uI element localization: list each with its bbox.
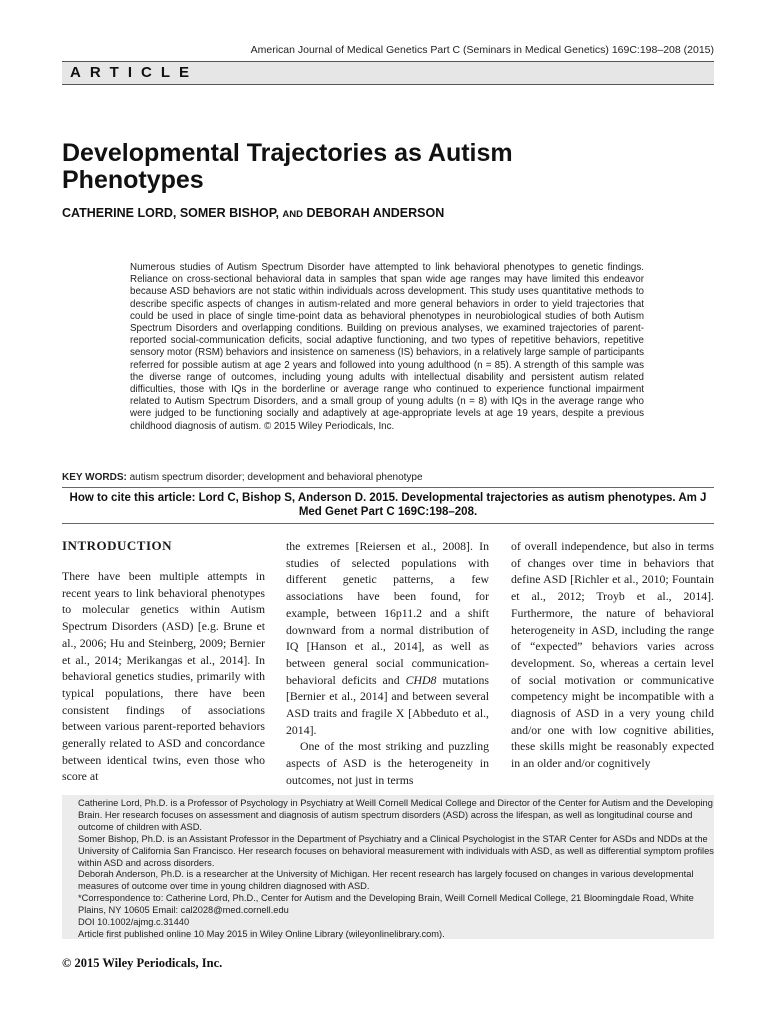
how-to-cite: How to cite this article: Lord C, Bishop S, Anderson D. 2015. Developmental trajectories as autism phenotypes. Am J Med Genet Part C 169C:198–208. bbox=[69, 492, 707, 518]
copyright-notice: © 2015 Wiley Periodicals, Inc. bbox=[62, 956, 223, 970]
article-type-banner bbox=[62, 61, 714, 85]
body-column-1 bbox=[62, 538, 265, 785]
article-type-label: ARTICLE bbox=[70, 64, 198, 81]
keywords-text: autism spectrum disorder; development and behavioral phenotype bbox=[129, 472, 423, 483]
abstract: Numerous studies of Autism Spectrum Disorder have attempted to link behavioral phenotypes to genetic findings. Reliance on cross-sectional behavioral data in samples that span wide age ranges may have limited this endeavor because ASD behaviors are not static within individuals across development. This study uses quantitative methods to describe specific aspects of changes in autism-related and more general behaviors in order to yield trajectories that could be used in place of single time-point data as behavioral phenotypes in neurobiological studies of both Autism Spectrum Disorders and overlapping conditions. Building on previous analyses, we examined trajectories of parent-reported social-communication deficits, social adaptive functioning, and two types of repetitive behaviors, repetitive sensory motor (RSM) behaviors and insistence on sameness (IS) behaviors, in a relatively large sample of participants referred for possible autism at age 2 years and followed into young adulthood (n = 85). A strength of this sample was the diverse range of outcomes, including young adults with intellectual disability and persistent autism related difficulties, those with IQs in the borderline or average range who continued to experience functional impairment related to Autism Spectrum Disorders, and a small group of young adults (n = 8) with IQs in the average range who were judged to be functioning socially and adaptively at age-appropriate levels at age 19 years, despite a previous childhood diagnosis of autism. © 2015 Wiley Periodicals, Inc. bbox=[130, 262, 644, 432]
body-column-2 bbox=[286, 538, 489, 789]
authors-last: DEBORAH ANDERSON bbox=[306, 206, 445, 220]
author-footnotes bbox=[62, 795, 714, 939]
gene-name: CHD8 bbox=[405, 672, 437, 687]
body-paragraph: There have been multiple attempts in recent years to link behavioral phenotypes to molecular genetics within Autism Spectrum Disorders (ASD) [e.g. Brune et al., 2006; Hu and Steinberg, 2009; Bernier et al., 2014; Merikangas et al., 2014]. In behavioral genetics studies, primarily with typical populations, there have been consistent findings of associations between various parent-reported behaviors generally related to ASD and concordance between identical twins, even those who score at bbox=[62, 569, 265, 784]
footnote-publication: Article first published online 10 May 2015 in Wiley Online Library (wileyonlinelibrary.com). bbox=[78, 928, 445, 939]
footnote-correspondence: *Correspondence to: Catherine Lord, Ph.D., Center for Autism and the Developing Brain, Weill Cornell Medical College, 21 Bloomingdale Road, White Plains, NY 10605 Email: cal2028@med.cornell.edu bbox=[78, 893, 694, 916]
authors-first: CATHERINE LORD, SOMER BISHOP, bbox=[62, 206, 279, 220]
cite-top-rule bbox=[62, 487, 714, 488]
body-text: the extremes [Reiersen et al., 2008]. In studies of selected populations with different genetic patterns, a few associations have been found, for example, between 16p11.2 and a shift downward from a normal distribution of IQ [Hanson et al., 2014], as well as between general social communication-behavioral deficits and bbox=[286, 539, 489, 687]
cite-bottom-rule bbox=[62, 523, 714, 524]
author-list bbox=[62, 206, 444, 220]
keywords bbox=[62, 472, 423, 483]
body-paragraph bbox=[286, 538, 489, 738]
footnote-lord: Catherine Lord, Ph.D. is a Professor of Psychology in Psychiatry at Weill Cornell Medical College and Director of the Center for Autism and the Developing Brain. Her research focuses on assessment and diagnosis of autism spectrum disorders (ASD) across the lifespan, as well as longitudinal course and outcome of children with ASD. bbox=[78, 798, 713, 832]
journal-citation-header: American Journal of Medical Genetics Part C (Seminars in Medical Genetics) 169C:198–208 (2015) bbox=[250, 44, 714, 56]
section-heading-introduction: INTRODUCTION bbox=[62, 538, 173, 553]
body-paragraph: of overall independence, but also in terms of changes over time in behaviors that define ASD [Richler et al., 2010; Fountain et al., 2012; Troyb et al., 2014]. Furthermore, the nature of behavioral heterogeneity in ASD, including the range of “expected” behaviors varies across development. So, whereas a certain level of social motivation or communicative competency might be incompatible with a diagnosis of ASD in a very young child and/or one with low cognitive abilities, these skills might be reasonably expected in an older and/or cognitively bbox=[511, 539, 714, 771]
paper-title: Developmental Trajectories as Autism Phenotypes bbox=[62, 139, 513, 194]
keywords-label: KEY WORDS: bbox=[62, 472, 127, 483]
footnote-anderson: Deborah Anderson, Ph.D. is a researcher at the University of Michigan. Her recent research has largely focused on changes in various developmental measures of outcome over time in young children diagnosed with ASD. bbox=[78, 869, 694, 892]
body-paragraph: One of the most striking and puzzling aspects of ASD is the heterogeneity in outcomes, not just in terms bbox=[286, 739, 489, 787]
footnote-bishop: Somer Bishop, Ph.D. is an Assistant Professor in the Department of Psychiatry and a Clinical Psychologist in the STAR Center for ASDs and NDDs at the University of California San Francisco. Her research focuses on behavioral measurement with individuals with ASD, as well as differential symptom profiles within ASD and across disorders. bbox=[78, 833, 714, 868]
footnote-doi: DOI 10.1002/ajmg.c.31440 bbox=[78, 917, 190, 928]
body-text: mutations [Bernier et al., 2014] and between several ASD traits and fragile X [Abbeduto et al., 2014]. bbox=[286, 672, 489, 737]
body-column-3 bbox=[511, 538, 714, 772]
authors-conjunction: AND bbox=[282, 209, 303, 220]
